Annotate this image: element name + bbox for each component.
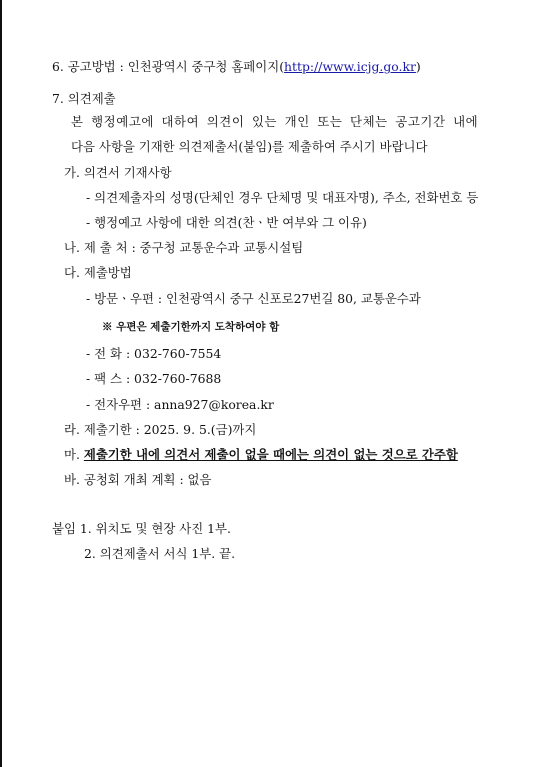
da-item-email: - 전자우편 : anna927@korea.kr [86, 397, 274, 412]
subsection-da-title: 다. 제출방법 [64, 265, 132, 280]
section-7-paragraph-line-1: 본 행정예고에 대하여 의견이 있는 개인 또는 단체는 공고기간 내에 [71, 114, 479, 129]
section-7-paragraph-line-2: 다음 사항을 기재한 의견제출서(붙임)를 제출하여 주시기 바랍니다 [71, 139, 428, 154]
section-7-title: 7. 의견제출 [52, 91, 116, 106]
section-6-suffix: ) [415, 59, 421, 74]
subsection-ma-notice [64, 447, 458, 463]
da-mail-deadline-note: ※ 우편은 제출기한까지 도착하여야 함 [102, 321, 280, 333]
ma-emphasis-text: 제출기한 내에 의견서 제출이 없을 때에는 의견이 없는 것으로 간주함 [83, 447, 458, 462]
ga-item-submitter-info: - 의견제출자의 성명(단체인 경우 단체명 및 대표자명), 주소, 전화번호 등 [86, 190, 479, 205]
da-item-fax: - 팩 스 : 032-760-7688 [86, 371, 222, 386]
da-item-visit-mail: - 방문ㆍ우편 : 인천광역시 중구 신포로27번길 80, 교통운수과 [86, 291, 421, 306]
da-item-phone: - 전 화 : 032-760-7554 [86, 346, 222, 361]
ga-item-opinion: - 행정예고 사항에 대한 의견(찬ㆍ반 여부와 그 이유) [86, 215, 367, 230]
page-left-border [0, 0, 2, 767]
subsection-na-submission-office: 나. 제 출 처 : 중구청 교통운수과 교통시설팀 [64, 240, 304, 255]
subsection-ra-deadline: 라. 제출기한 : 2025. 9. 5.(금)까지 [64, 422, 257, 437]
homepage-link[interactable]: http://www.icjg.go.kr [284, 59, 416, 74]
attachment-item-2: 2. 의견제출서 서식 1부. 끝. [84, 546, 236, 561]
section-6-text: 6. 공고방법 : 인천광역시 중구청 홈페이지( [52, 59, 285, 74]
attachment-item-1: 붙임 1. 위치도 및 현장 사진 1부. [52, 521, 231, 536]
section-6-publication-method [52, 59, 421, 75]
ma-prefix: 마. [64, 447, 84, 462]
subsection-ga-title: 가. 의견서 기재사항 [64, 165, 172, 180]
subsection-ba-public-hearing: 바. 공청회 개최 계획 : 없음 [64, 472, 212, 487]
